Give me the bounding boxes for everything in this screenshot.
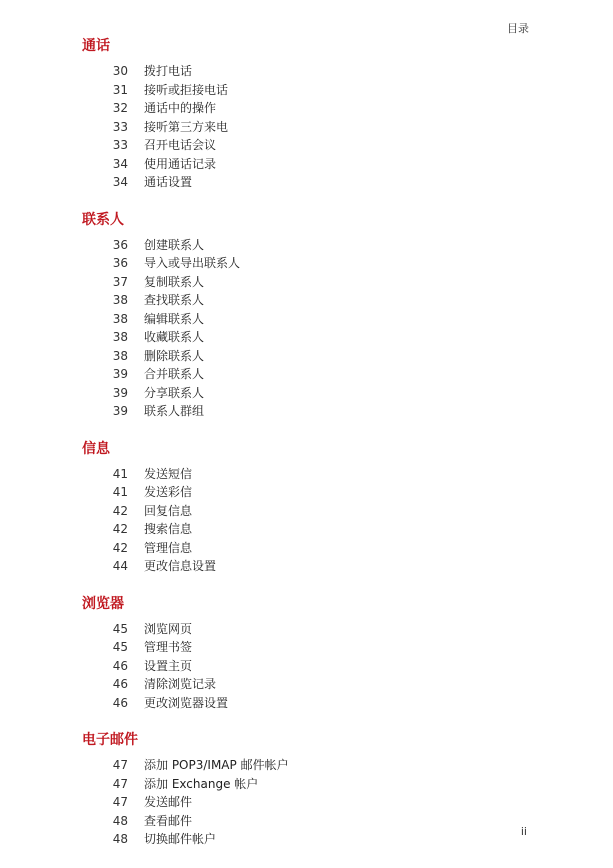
toc-entry[interactable] [82,81,542,100]
toc-entry-label: 合并联系人 [144,367,205,381]
toc-entry-label: 添加 POP3/IMAP 邮件帐户 [144,758,289,772]
toc-entry-label: 发送邮件 [144,795,193,809]
page-number: ii [520,825,527,838]
toc-entry-label: 添加 Exchange 帐户 [144,776,259,791]
table-of-contents [82,36,542,849]
toc-entry[interactable] [82,173,542,192]
toc-entry[interactable] [82,557,542,576]
toc-entry-page-number: 38 [112,348,128,363]
toc-entry[interactable] [82,136,542,155]
toc-entry-page-number: 30 [112,64,128,78]
toc-entry-label: 联系人群组 [144,404,205,418]
toc-entry-page-number: 41 [112,466,128,481]
toc-entry[interactable] [82,657,542,676]
toc-entry[interactable] [82,520,542,539]
toc-entry-page-number: 47 [112,758,128,772]
toc-entry-page-number: 38 [112,311,128,326]
toc-entry-page-number: 39 [112,367,128,381]
toc-entry-page-number: 38 [112,293,128,307]
toc-entry[interactable] [82,291,542,310]
toc-entry-page-number: 46 [112,695,128,710]
toc-entry-page-number: 36 [112,237,128,252]
toc-entry-page-number: 36 [112,256,128,270]
toc-entry-label: 复制联系人 [144,274,205,289]
toc-entry[interactable] [82,328,542,347]
toc-entry[interactable] [82,638,542,657]
toc-entry[interactable] [82,99,542,118]
toc-entry-label: 拨打电话 [144,64,193,78]
toc-entry-label: 清除浏览记录 [144,677,217,691]
toc-entry-label: 分享联系人 [144,385,205,400]
toc-entry[interactable] [82,118,542,137]
toc-entry-label: 管理信息 [144,540,193,555]
toc-entry[interactable] [82,365,542,384]
toc-entry[interactable] [82,347,542,366]
section-title[interactable]: 浏览器 [82,595,124,612]
toc-entry-label: 更改浏览器设置 [144,695,229,710]
toc-entry[interactable] [82,62,542,81]
toc-entry-label: 接听或拒接电话 [144,82,229,97]
page-header-title: 目录 [507,22,529,35]
toc-entry-label: 通话设置 [144,175,193,189]
toc-entry[interactable] [82,236,542,255]
toc-entry-label: 查看邮件 [144,813,193,828]
toc-entry[interactable] [82,694,542,713]
toc-entry-page-number: 33 [112,119,128,134]
toc-entry[interactable] [82,830,542,849]
toc-entry-page-number: 38 [112,330,128,344]
toc-section [82,210,542,421]
toc-entry-page-number: 37 [112,274,128,289]
toc-section [82,36,542,192]
toc-entry[interactable] [82,756,542,775]
toc-entry-label: 收藏联系人 [144,330,205,344]
toc-entry-label: 通话中的操作 [144,101,217,115]
toc-entry-label: 设置主页 [144,658,193,673]
toc-entry-label: 召开电话会议 [144,138,217,152]
toc-entry-page-number: 31 [112,82,128,97]
section-title[interactable]: 电子邮件 [82,732,138,748]
toc-entry[interactable] [82,483,542,502]
toc-entry-label: 创建联系人 [144,237,205,252]
toc-entry-page-number: 45 [112,621,128,636]
section-title[interactable]: 信息 [82,440,110,457]
toc-entry-label: 回复信息 [144,503,193,518]
section-title[interactable]: 联系人 [82,211,124,228]
toc-entry[interactable] [82,812,542,831]
toc-entry-page-number: 41 [112,485,128,499]
toc-entry-label: 浏览网页 [144,621,193,636]
section-title[interactable]: 通话 [82,38,110,54]
toc-entry[interactable] [82,273,542,292]
toc-entry-page-number: 39 [112,404,128,418]
toc-entry-label: 查找联系人 [144,293,205,307]
toc-entry-label: 导入或导出联系人 [144,256,241,270]
toc-entry[interactable] [82,465,542,484]
toc-entry-page-number: 42 [112,522,128,536]
toc-entry-page-number: 44 [112,559,128,573]
toc-entry[interactable] [82,384,542,403]
toc-entry-page-number: 46 [112,677,128,691]
toc-entry-page-number: 47 [112,776,128,791]
toc-section [82,439,542,576]
toc-section [82,594,542,713]
toc-entry[interactable] [82,402,542,421]
toc-entry[interactable] [82,310,542,329]
toc-entry-label: 删除联系人 [144,348,205,363]
toc-entry[interactable] [82,502,542,521]
toc-entry-label: 使用通话记录 [144,156,217,171]
toc-entry-page-number: 46 [112,658,128,673]
toc-entry-page-number: 48 [112,813,128,828]
toc-entry-page-number: 47 [112,795,128,809]
toc-entry[interactable] [82,793,542,812]
toc-entry-page-number: 45 [112,640,128,654]
toc-entry-page-number: 34 [112,156,128,171]
toc-entry-page-number: 33 [112,138,128,152]
toc-entry-label: 切换邮件帐户 [144,832,217,846]
toc-entry-label: 编辑联系人 [144,311,205,326]
toc-entry-label: 发送彩信 [144,485,193,499]
toc-entry-page-number: 42 [112,540,128,555]
toc-entry-page-number: 48 [112,832,128,846]
toc-entry-label: 发送短信 [144,466,193,481]
toc-entry-label: 搜索信息 [144,522,193,536]
toc-entry[interactable] [82,254,542,273]
toc-entry[interactable] [82,620,542,639]
toc-entry[interactable] [82,539,542,558]
toc-entry-label: 更改信息设置 [144,559,217,573]
toc-entry-label: 管理书签 [144,640,193,654]
toc-entry-page-number: 34 [112,175,128,189]
toc-entry[interactable] [82,675,542,694]
toc-section [82,730,542,849]
toc-entry[interactable] [82,775,542,794]
toc-entry-page-number: 42 [112,503,128,518]
toc-entry-label: 接听第三方来电 [144,119,229,134]
toc-entry-page-number: 32 [112,101,128,115]
toc-entry-page-number: 39 [112,385,128,400]
toc-entry[interactable] [82,155,542,174]
